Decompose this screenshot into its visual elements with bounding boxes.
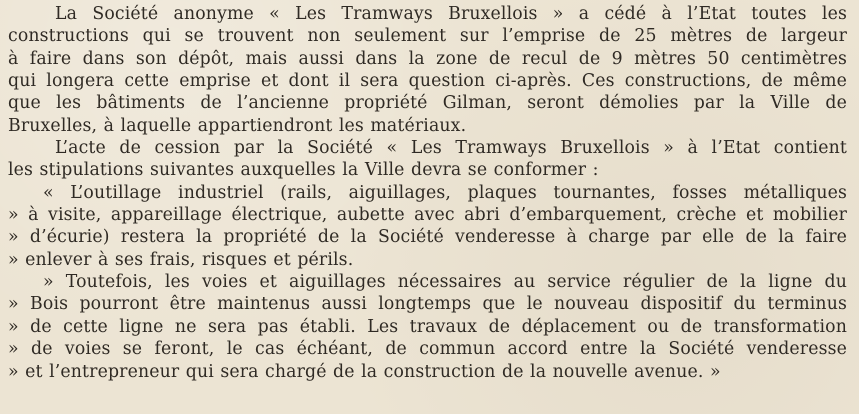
paragraph-3 (8, 182, 847, 271)
text-line: » à visite, appareillage électrique, aubette avec abri d’embarquement, crèche et mobilier (8, 205, 847, 226)
text-line: qui longera cette emprise et dont il sera question ci-après. Ces constructions, de même (8, 71, 847, 92)
text-line: » d’écurie) restera la propriété de la Société venderesse à charge par elle de la faire (8, 227, 847, 248)
text-line: que les bâtiments de l’ancienne propriété Gilman, seront démolies par la Ville de (8, 93, 847, 114)
text-line: les stipulations suivantes auxquelles la Ville devra se conformer : (8, 160, 599, 181)
text-line: » et l’entrepreneur qui sera chargé de la construction de la nouvelle avenue. » (8, 361, 721, 382)
text-line: constructions qui se trouvent non seulement sur l’emprise de 25 mètres de largeur (8, 26, 847, 47)
text-line: » enlever à ses frais, risques et périls. (8, 249, 354, 270)
text-line: La Société anonyme « Les Tramways Bruxellois » a cédé à l’Etat toutes les (55, 4, 847, 24)
text-line: » de cette ligne ne sera pas établi. Les travaux de déplacement ou de transformation (8, 316, 847, 337)
text-line: « L’outillage industriel (rails, aiguillages, plaques tournantes, fosses métalliques (43, 182, 847, 203)
paragraph-1 (8, 3, 847, 137)
text-line: » de voies se feront, le cas échéant, de commun accord entre la Société venderesse (8, 339, 847, 360)
text-line: à faire dans son dépôt, mais aussi dans la zone de recul de 9 mètres 50 centimètres (8, 48, 847, 69)
text-line: Bruxelles, à laquelle appartiendront les matériaux. (8, 115, 467, 136)
paragraph-4 (8, 271, 847, 383)
text-line: L’acte de cession par la Société « Les Tramways Bruxellois » à l’Etat contient (55, 138, 847, 159)
paragraph-2 (8, 137, 847, 182)
text-line: » Bois pourront être maintenus aussi longtemps que le nouveau dispositif du terminus (8, 294, 847, 315)
text-line: » Toutefois, les voies et aiguillages nécessaires au service régulier de la ligne du (43, 272, 847, 293)
